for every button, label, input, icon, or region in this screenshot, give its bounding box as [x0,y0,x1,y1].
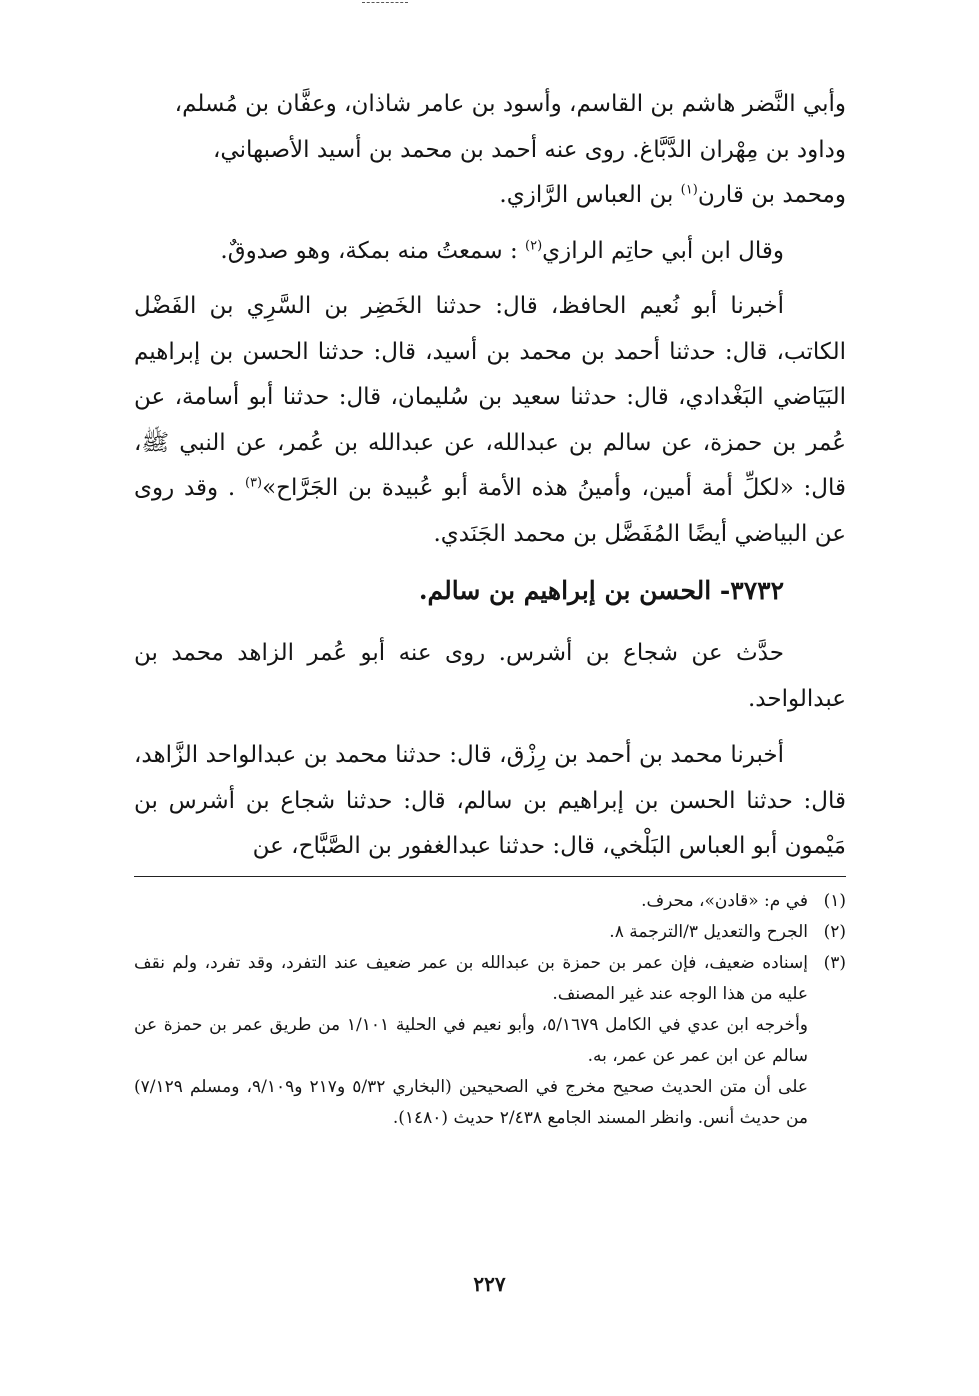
p3-text: أخبرنا أبو نُعيم الحافظ، قال: حدثنا الخَضِر بن السَّرِي بن الفَضْل الكاتب، قال: حدثنا أحمد بن محمد بن أسيد، قال: حدثنا الحسن بن إبراهيم البَيَاضي البَغْدادي، قال: حدثنا سعيد بن سُليمان، قال: حدثنا أبو أسامة، عن عُمر بن حمزة، عن سالم بن عبدالله، عن عبدالله بن عُمر، عن النبي ﷺ، قال: «لكلِّ أمة أمين، وأمينُ هذه الأمة أبو عُبيدة بن الجَرَّاح» [134,293,846,501]
paragraph-2 [134,229,846,275]
footnote-ref-2[interactable]: (٢) [525,237,543,253]
line-3-text: ومحمد بن قارن [697,182,846,208]
paragraph-1 [134,82,846,219]
line-3 [134,173,846,219]
footnotes [134,886,846,1134]
p3-text-end: . وقد روى عن البياضي أيضًا المُفَضَّل بن محمد الجَنَدي. [134,475,846,547]
footnote-ref-3[interactable]: (٣) [244,475,263,491]
footnote-number: (١) [823,891,846,911]
footnote-3-continuation-1: وأخرجه ابن عدي في الكامل ٥/١٦٧٩، وأبو نعيم في الحلية ١/١٠١ من طريق عمر بن حمزة عن سالم عن ابن عمر عن عمر، به. [134,1015,808,1066]
p2-text-end: : سمعتُ منه بمكة، وهو صدوقٌ. [220,237,525,264]
line-2: وداود بن مِهْران الدَّبَّاغ. روى عنه أحمد بن محمد بن أسيد الأصبهاني، [212,136,846,163]
entry-title: ٣٧٣٢- الحسن بن إبراهيم بن سالم. [418,576,784,605]
p2-text: وقال ابن أبي حاتِم الرازي [542,237,784,264]
footnote-number: (٢) [823,922,846,942]
paragraph-5: أخبرنا محمد بن أحمد بن رِزْق، قال: حدثنا محمد بن عبدالواحد الزَّاهد، قال: حدثنا الحسن بن إبراهيم بن سالم، قال: حدثنا شجاع بن أشرس بن مَيْمون أبو العباس البَلْخي، قال: حدثنا عبدالغفور بن الصَّبَّاح، عن [134,742,846,859]
top-mark [362,2,408,3]
footnote-text: إسناده ضعيف، فإن عمر بن حمزة بن عبدالله بن عمر ضعيف عند التفرد، وقد تفرد، ولم نقف عليه من هذا الوجه عند غير المصنف. [134,953,808,1004]
footnote-text: في م: «قادن»، محرف. [641,891,808,911]
line-1: وأبي النَّضر هاشم بن القاسم، وأسود بن عامر شاذان، وعفَّان بن مُسلم، [174,91,846,117]
footnote-text: الجرح والتعديل ٣/الترجمة ٨. [609,922,808,942]
footnote-3 [134,948,846,1010]
line-3-text-end: بن العباس الرَّازي. [499,182,681,208]
paragraph-4: حدَّث عن شجاع بن أشرس. روى عنه أبو عُمر الزاهد محمد بن عبدالواحد. [134,640,846,712]
footnote-3-continuation-2: على أن متن الحديث صحيح مخرج في الصحيحين (البخاري ٥/٣٢ و٢١٧ و٩/١٠٩، ومسلم ٧/١٢٩) من حديث أنس. وانظر المسند الجامع ٢/٤٣٨ حديث (١٤٨٠). [134,1077,808,1128]
footnote-ref-1[interactable]: (١) [680,182,698,198]
footnote-separator [134,876,846,877]
page-number: ٢٢٧ [473,1272,506,1296]
footnote-number: (٣) [823,953,846,973]
footnote-1 [134,886,846,917]
footnote-2 [134,917,846,948]
paragraph-3 [134,284,846,557]
main-text [134,82,846,877]
